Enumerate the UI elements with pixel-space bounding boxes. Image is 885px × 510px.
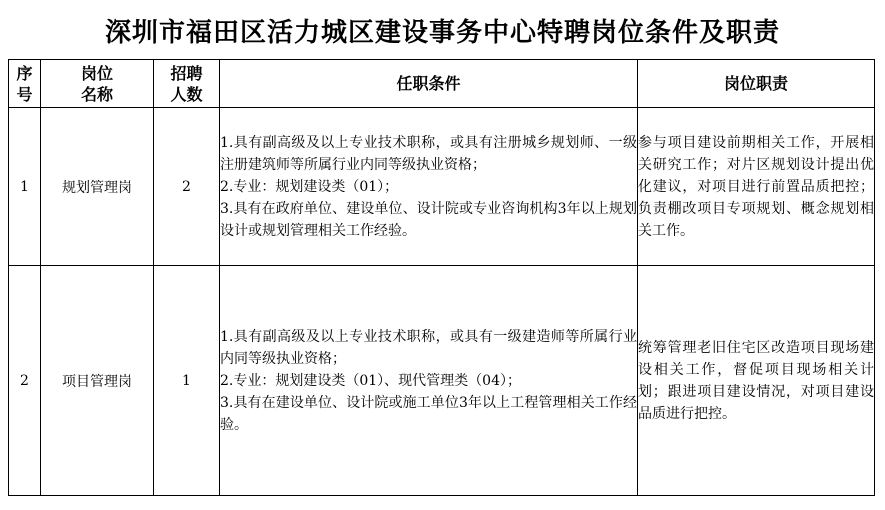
requirement-item: 3.具有在建设单位、设计院或施工单位3年以上工程管理相关工作经验。 [220,394,637,433]
header-no-line-2: 号 [16,84,33,104]
header-no-line-1: 序 [16,63,33,83]
header-requirements: 任职条件 [220,60,638,108]
hire-count: 2 [154,108,220,266]
requirements-cell [220,266,638,496]
row-number: 2 [9,266,41,496]
header-count [154,60,220,108]
header-count-line-2: 人数 [170,84,203,104]
requirement-item: 1.具有副高级及以上专业技术职称，或具有注册城乡规划师、一级注册建筑师等所属行业内同等级执业资格； [220,134,637,173]
requirement-item: 1.具有副高级及以上专业技术职称，或具有一级建造师等所属行业内同等级执业资格； [220,328,637,367]
requirement-item: 2.专业：规划建设类（01）； [220,178,399,195]
duties-cell: 统筹管理老旧住宅区改造项目现场建设相关工作，督促项目现场相关计划；跟进项目建设情况，对项目建设品质进行把控。 [638,266,875,496]
table-row [9,266,875,496]
table-row [9,108,875,266]
requirement-item: 3.具有在政府单位、建设单位、设计院或专业咨询机构3年以上规划设计或规划管理相关工作经验。 [220,200,637,239]
position-name: 项目管理岗 [41,266,154,496]
header-count-line-1: 招聘 [170,63,203,83]
requirements-cell [220,108,638,266]
row-number: 1 [9,108,41,266]
header-duties: 岗位职责 [638,60,875,108]
duties-cell: 参与项目建设前期相关工作，开展相关研究工作；对片区规划设计提出优化建议，对项目进行前置品质把控；负责棚改项目专项规划、概念规划相关工作。 [638,108,875,266]
requirement-item: 2.专业：规划建设类（01）、现代管理类（04）； [220,372,521,389]
header-position [41,60,154,108]
job-requirements-table [8,59,875,496]
header-position-line-1: 岗位 [80,63,113,83]
hire-count: 1 [154,266,220,496]
position-name: 规划管理岗 [41,108,154,266]
table-header-row [9,60,875,108]
page-title: 深圳市福田区活力城区建设事务中心特聘岗位条件及职责 [104,18,780,48]
header-no [9,60,41,108]
header-position-line-2: 名称 [80,84,113,104]
